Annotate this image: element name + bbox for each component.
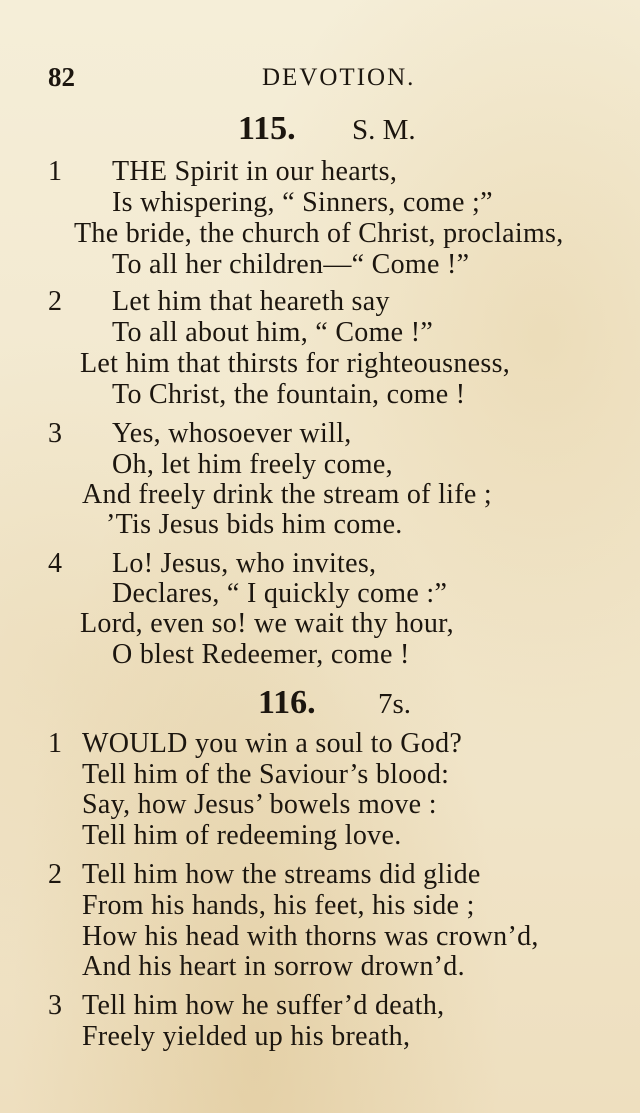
verse-number: 3 (48, 418, 62, 449)
verse-line: To all her children—“ Come !” (112, 249, 470, 280)
verse-line: Say, how Jesus’ bowels move : (82, 789, 437, 820)
verse-line: And his heart in sorrow drown’d. (82, 951, 465, 982)
running-head: DEVOTION. (262, 64, 416, 91)
verse-line: Yes, whosoever will, (112, 418, 352, 449)
hymn-meter: 7s. (378, 688, 412, 720)
verse-line: From his hands, his feet, his side ; (82, 890, 475, 921)
hymn-number: 115. (238, 110, 296, 147)
verse-line: Declares, “ I quickly come :” (112, 578, 448, 609)
verse-line: To Christ, the fountain, come ! (112, 379, 466, 410)
verse-line: Tell him of the Saviour’s blood: (82, 759, 450, 790)
verse-line: WOULD you win a soul to God? (82, 728, 463, 759)
verse-line: THE Spirit in our hearts, (112, 156, 398, 187)
hymn-meter: S. M. (352, 114, 416, 146)
verse-line: ’Tis Jesus bids him come. (106, 509, 403, 540)
verse-number: 1 (48, 728, 62, 759)
verse-line: Oh, let him freely come, (112, 449, 393, 480)
verse-number: 3 (48, 990, 62, 1021)
verse-line: Lo! Jesus, who invites, (112, 548, 377, 579)
verse-line: Freely yielded up his breath, (82, 1021, 411, 1052)
page-number: 82 (48, 62, 75, 92)
verse-line: To all about him, “ Come !” (112, 317, 434, 348)
verse-line: Is whispering, “ Sinners, come ;” (112, 187, 493, 218)
verse-line: Let him that thirsts for righteousness, (80, 348, 511, 379)
hymn-number: 116. (258, 684, 316, 721)
verse-number: 2 (48, 286, 62, 317)
verse-line: Tell him how he suffer’d death, (82, 990, 445, 1021)
verse-line: Lord, even so! we wait thy hour, (80, 608, 454, 639)
verse-number: 4 (48, 548, 62, 579)
verse-line: The bride, the church of Christ, proclaims, (74, 218, 564, 249)
verse-line: Tell him of redeeming love. (82, 820, 402, 851)
verse-line: And freely drink the stream of life ; (82, 479, 492, 510)
verse-line: Tell him how the streams did glide (82, 859, 481, 890)
verse-number: 1 (48, 156, 62, 187)
verse-number: 2 (48, 859, 62, 890)
verse-line: O blest Redeemer, come ! (112, 639, 410, 670)
verse-line: Let him that heareth say (112, 286, 390, 317)
verse-line: How his head with thorns was crown’d, (82, 921, 539, 952)
